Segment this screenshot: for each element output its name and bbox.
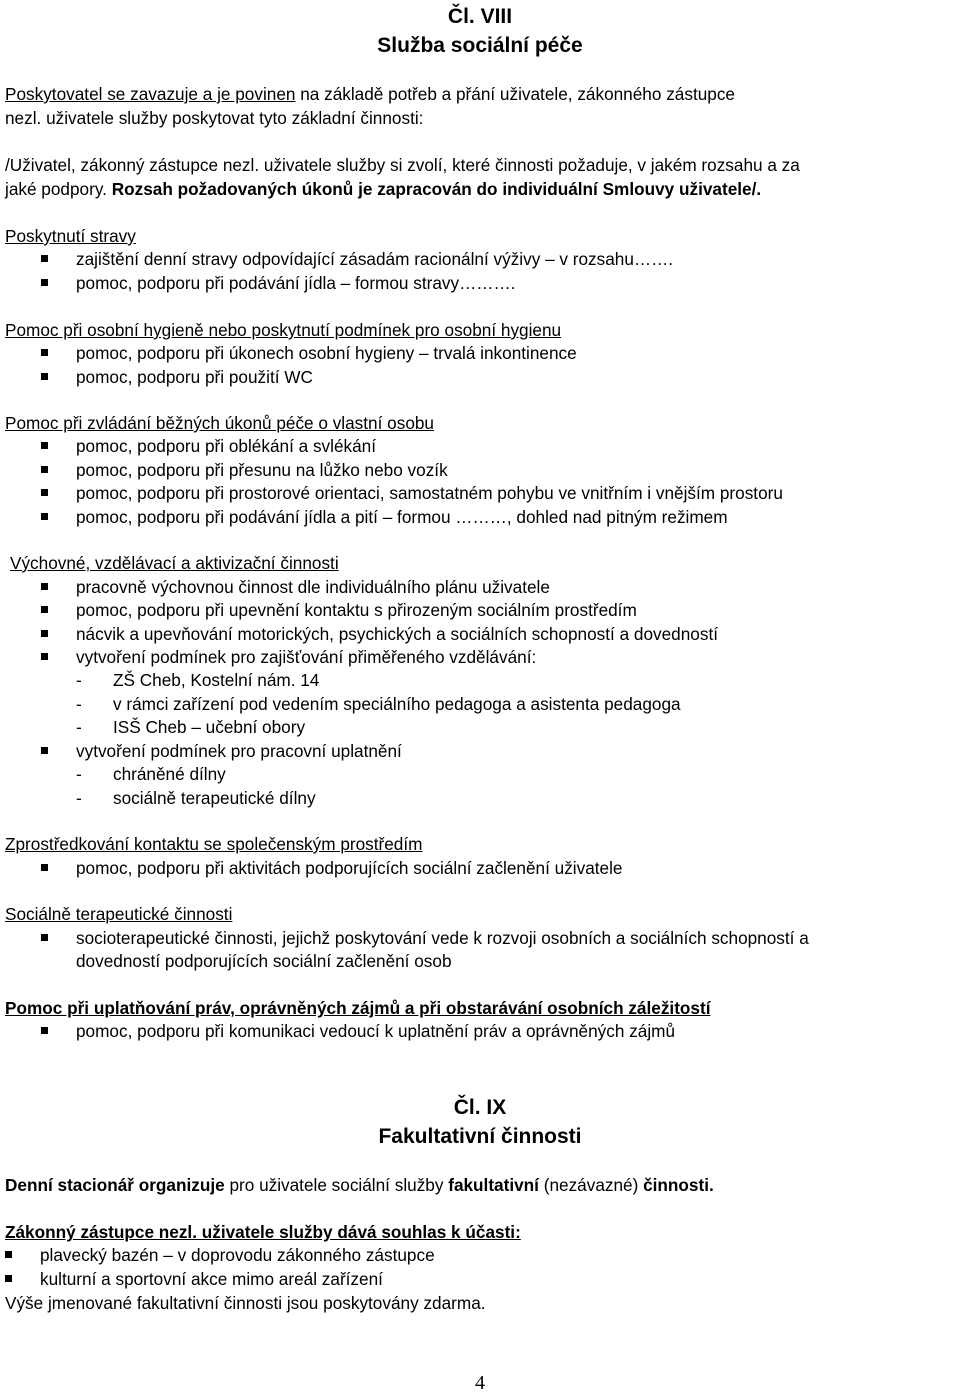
sub-list-item: sociálně terapeutické dílny xyxy=(113,788,316,808)
list-item-continuation: dovedností podporujících sociální začlenění osob xyxy=(76,951,452,971)
dash-icon: - xyxy=(76,694,82,714)
bullet-icon xyxy=(41,583,48,590)
list-item: vytvoření podmínek pro zajišťování přiměřeného vzdělávání: xyxy=(76,647,537,667)
consent-title: Zákonný zástupce nezl. uživatele služby dává souhlas k účasti: xyxy=(5,1222,521,1242)
bullet-icon xyxy=(41,606,48,613)
article-title: Fakultativní činnosti xyxy=(378,1125,582,1148)
article-title: Služba sociální péče xyxy=(377,34,583,57)
list-item: pomoc, podporu při úkonech osobní hygieny – trvalá inkontinence xyxy=(76,343,577,363)
bullet-icon xyxy=(41,373,48,380)
fakult-bold-1: Denní stacionář organizuje xyxy=(5,1175,225,1195)
bullet-icon xyxy=(41,349,48,356)
fakult-text-1: pro uživatele sociální služby xyxy=(224,1175,449,1195)
bullet-icon xyxy=(41,1027,48,1034)
list-item: pracovně výchovnou činnost dle individuálního plánu uživatele xyxy=(76,577,550,597)
dash-icon: - xyxy=(76,764,82,784)
list-item: nácvik a upevňování motorických, psychických a sociálních schopností a dovedností xyxy=(76,624,719,644)
section-title-strava: Poskytnutí stravy xyxy=(5,226,136,246)
article-heading: Čl. IX xyxy=(453,1096,507,1119)
list-item: pomoc, podporu při podávání jídla – formou stravy………. xyxy=(76,273,516,293)
bullet-icon xyxy=(5,1275,12,1282)
page-number: 4 xyxy=(475,1372,485,1394)
fakult-bold-3: činnosti. xyxy=(643,1175,714,1195)
section-title-pece: Pomoc při zvládání běžných úkonů péče o vlastní osobu xyxy=(5,413,434,433)
fakult-bold-2: fakultativní xyxy=(448,1175,539,1195)
section-title-kontakt: Zprostředkování kontaktu se společenským prostředím xyxy=(5,834,423,854)
section-title-hygiena: Pomoc při osobní hygieně nebo poskytnutí podmínek pro osobní hygienu xyxy=(5,320,562,340)
bullet-icon xyxy=(41,630,48,637)
list-item: pomoc, podporu při prostorové orientaci, samostatném pohybu ve vnitřním i vnějším prostoru xyxy=(76,483,783,503)
sub-list-item: ISŠ Cheb – učební obory xyxy=(113,717,306,737)
list-item: zajištění denní stravy odpovídající zásadám racionální výživy – v rozsahu……. xyxy=(76,249,674,269)
dash-icon: - xyxy=(76,717,82,737)
list-item: kulturní a sportovní akce mimo areál zařízení xyxy=(40,1269,383,1289)
bullet-icon xyxy=(41,466,48,473)
bullet-icon xyxy=(41,255,48,262)
list-item: pomoc, podporu při aktivitách podporujících sociální začlenění uživatele xyxy=(76,858,623,878)
section-title-prava: Pomoc při uplatňování práv, oprávněných zájmů a při obstarávání osobních záležitostí xyxy=(5,998,711,1018)
footer-note: Výše jmenované fakultativní činnosti jsou poskytovány zdarma. xyxy=(5,1293,486,1313)
bullet-icon xyxy=(41,489,48,496)
list-item: pomoc, podporu při použití WC xyxy=(76,367,313,387)
bullet-icon xyxy=(41,653,48,660)
list-item: vytvoření podmínek pro pracovní uplatnění xyxy=(76,741,402,761)
bullet-icon xyxy=(41,513,48,520)
bullet-icon xyxy=(41,747,48,754)
sub-list-item: chráněné dílny xyxy=(113,764,226,784)
section-title-vychovne: Výchovné, vzdělávací a aktivizační činnosti xyxy=(10,553,339,573)
bullet-icon xyxy=(41,279,48,286)
intro-line-1-rest: na základě potřeb a přání uživatele, zákonného zástupce xyxy=(295,84,735,104)
dash-icon: - xyxy=(76,788,82,808)
note-line-2 xyxy=(5,179,761,200)
section-title-terapeuticke: Sociálně terapeutické činnosti xyxy=(5,904,233,924)
bullet-icon xyxy=(41,934,48,941)
sub-list-item: v rámci zařízení pod vedením speciálního pedagoga a asistenta pedagoga xyxy=(113,694,681,714)
list-item: pomoc, podporu při podávání jídla a pití – formou ………, dohled nad pitným režimem xyxy=(76,507,728,527)
fakult-text-2: (nezávazné) xyxy=(538,1175,644,1195)
list-item: pomoc, podporu při upevnění kontaktu s přirozeným sociálním prostředím xyxy=(76,600,637,620)
bullet-icon xyxy=(5,1251,12,1258)
list-item: plavecký bazén – v doprovodu zákonného zástupce xyxy=(40,1245,435,1265)
note-line-2-bold: Rozsah požadovaných úkonů je zapracován do individuální Smlouvy uživatele/. xyxy=(111,179,762,199)
sub-list-item: ZŠ Cheb, Kostelní nám. 14 xyxy=(113,670,320,690)
intro-line-2: nezl. uživatele služby poskytovat tyto základní činnosti: xyxy=(5,108,424,128)
fakultativni-paragraph xyxy=(5,1175,714,1196)
list-item: pomoc, podporu při komunikaci vedoucí k uplatnění práv a oprávněných zájmů xyxy=(76,1021,676,1041)
list-item: socioterapeutické činnosti, jejichž poskytování vede k rozvoji osobních a sociálních schopností a xyxy=(76,928,809,948)
article-heading: Čl. VIII xyxy=(447,5,513,28)
note-line-1: /Uživatel, zákonný zástupce nezl. uživatele služby si zvolí, které činnosti požaduje, v jakém rozsahu a za xyxy=(5,155,800,175)
intro-line-1 xyxy=(5,84,735,105)
bullet-icon xyxy=(41,442,48,449)
bullet-icon xyxy=(41,864,48,871)
note-line-2-plain: jaké podpory. xyxy=(5,179,112,199)
intro-obligation: Poskytovatel se zavazuje a je povinen xyxy=(5,84,296,104)
dash-icon: - xyxy=(76,670,82,690)
list-item: pomoc, podporu při oblékání a svlékání xyxy=(76,436,377,456)
list-item: pomoc, podporu při přesunu na lůžko nebo vozík xyxy=(76,460,448,480)
